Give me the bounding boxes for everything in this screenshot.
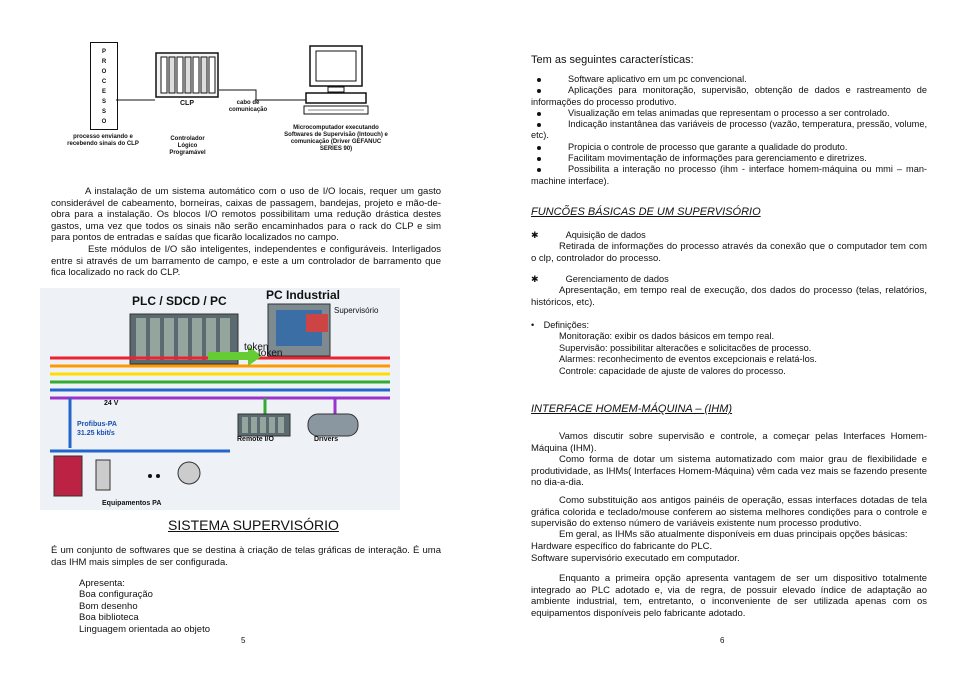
processo-letter: P (101, 49, 106, 55)
definicao-item: Monitoração: exibir os dados básicos em tempo real. (559, 331, 774, 342)
processo-letter: E (101, 89, 106, 95)
apresenta-item: Linguagem orientada ao objeto (79, 623, 210, 635)
plc-title: PLC / SDCD / PC (132, 294, 227, 308)
feature-item (531, 142, 927, 153)
processo-letter: O (101, 69, 107, 75)
processo-letter: R (101, 59, 107, 65)
processo-box (90, 42, 118, 130)
network-diagram (40, 288, 400, 510)
feature-item (531, 153, 927, 164)
feature-text: Aplicações para monitoração, supervisão, obtenção de dados e rastreamento de informações do processo produtivo. (531, 85, 927, 107)
v24-label: 24 V (104, 400, 119, 407)
page-number-left: 5 (241, 636, 246, 645)
asterisk-icon: ✱ (531, 230, 539, 240)
processo-letter: S (101, 109, 106, 115)
feature-text: Software aplicativo em um pc convencional. (568, 74, 747, 84)
communication-cable (116, 70, 316, 120)
apresenta-heading: Apresenta: (79, 578, 125, 589)
feature-text: Possibilita a interação no processo (ihm - interface homem-máquina ou mmi – man-machine interface). (531, 164, 927, 186)
computer-caption: Microcomputador executando Softwares de Supervisão (Intouch) e comunicação (Driver GEFANUC SERIES 90) (284, 125, 388, 152)
drivers-label: Drivers (314, 436, 339, 443)
right-page (480, 0, 960, 679)
supervisorio-label: Supervisório (334, 306, 379, 315)
ihm-title: INTERFACE HOMEM-MÁQUINA – (IHM) (531, 403, 733, 415)
gerenciamento-block (531, 274, 927, 308)
processo-caption: processo enviando e recebendo sinais do CLP (67, 134, 139, 147)
aquisicao-title: Aquisição de dados (565, 230, 646, 240)
definicoes-list (531, 331, 927, 377)
bullet-icon (537, 146, 541, 150)
processo-letter: O (101, 119, 107, 125)
definicao-item: Alarmes: reconhecimento de eventos excepcionais e relatá-los. (559, 354, 817, 365)
bullet-icon (537, 112, 541, 116)
section-title-sistema-supervisorio: SISTEMA SUPERVISÓRIO (168, 517, 339, 533)
aquisicao-text: Retirada de informações do processo através da conexão que o computador tem com o clp, controlador do processo. (531, 241, 927, 264)
processo-letter: C (101, 79, 107, 85)
remote-io-label: Remote I/O (237, 436, 274, 443)
feature-item (531, 74, 927, 85)
definicoes-title: Definições: (543, 320, 590, 330)
bullet-icon (537, 168, 541, 172)
ihm-paragraph-4c: Software supervisório executado em computador. (531, 553, 740, 564)
feature-text: Facilitam movimentação de informações para gerenciamento e diretrizes. (568, 153, 867, 164)
feature-item (531, 164, 927, 187)
cabo-caption: cabo de comunicação (228, 100, 268, 113)
processo-letter: S (101, 99, 106, 105)
definicao-item: Supervisão: possibilitar alteracões e solicitacões de processo. (559, 342, 812, 353)
token-label-1: token (244, 342, 269, 353)
funcoes-title: FUNCÕES BÁSICAS DE UM SUPERVISÓRIO (531, 206, 761, 218)
bullet-icon (537, 78, 541, 82)
feature-item (531, 119, 927, 142)
gerenciamento-text: Apresentação, em tempo real de execução, dos dados do processo (telas, relatórios, históricos, etc). (531, 285, 927, 308)
apresenta-item: Bom desenho (79, 600, 138, 612)
bullet-icon (537, 123, 541, 127)
token-label-2: token (258, 348, 283, 359)
bullet-icon (537, 89, 541, 93)
computer-image (300, 44, 372, 116)
ihm-paragraph-2: Como forma de dotar um sistema automatizado com maior grau de flexibilidade e produtividade, as IHMs( Interfaces Homem-Máquina) vêm cada vez mais se fazendo presente no dia-a-dia. (531, 454, 928, 489)
pc-title: PC Industrial (266, 288, 341, 302)
definicoes-block (531, 320, 927, 377)
modules-paragraph: Este módulos de I/O são inteligentes, independentes e configuráveis. Interligados entre si através de um barramento de campo, e este a um controlador de barramento que fica localizado no rack do CLP. (51, 244, 441, 279)
feature-text: Indicação instantânea das variáveis de processo (vazão, temperatura, pressão, volume, etc). (531, 119, 927, 141)
feature-item (531, 85, 927, 108)
gerenciamento-title: Gerenciamento de dados (565, 274, 669, 284)
apresenta-list (79, 578, 210, 635)
profibus-label: Profibus-PA (77, 421, 117, 428)
ihm-paragraph-4b: Hardware específico do fabricante do PLC. (531, 541, 713, 552)
kbits-label: 31.25 kbit/s (77, 430, 115, 437)
ihm-paragraph-1: Vamos discutir sobre supervisão e controle, a começar pelas Interfaces Homem-Máquina (IHM). (531, 431, 927, 454)
definicao-item: Controle: capacidade de ajuste de valores do processo. (559, 365, 786, 376)
apresenta-item: Boa configuração (79, 589, 153, 601)
sistema-supervisorio-paragraph: É um conjunto de softwares que se destina à criação de telas gráficas de interação. É uma das IHM mais simples de ser configurada. (51, 545, 441, 568)
bullet-icon (537, 157, 541, 161)
equipamentos-label: Equipamentos PA (102, 500, 162, 507)
clp-caption: Controlador Lógico Programável (169, 136, 206, 156)
processo-letters (91, 43, 117, 127)
ihm-paragraph-5: Enquanto a primeira opção apresenta vantagem de ser um dispositivo totalmente integrado ao PLC adotado e, via de regra, de possuir elevado índice de adaptação ao ambiente industrial, tem, entretanto, o inconveniente de ser utilizada apenas com os equipamentos disponíveis pelo fabricante adotado. (531, 573, 927, 619)
asterisk-icon: ✱ (531, 274, 539, 284)
bullet-icon: • (531, 320, 535, 330)
feature-text: Visualização em telas animadas que representam o processo a ser controlado. (568, 107, 890, 118)
aquisicao-block (531, 230, 927, 264)
feature-item (531, 108, 927, 119)
apresenta-item: Boa biblioteca (79, 612, 139, 624)
network-lines (40, 288, 400, 510)
features-list (531, 74, 927, 187)
ihm-paragraph-3: Como substituição aos antigos painéis de operação, essas interfaces dotadas de tela gráfica colorida e teclado/mouse conferem ao sistema melhores condições para o controle e supervisão do extenso número de variáveis existente num processo produtivo. (531, 495, 927, 530)
ihm-paragraph-4: Em geral, as IHMs são atualmente disponíveis em duas principais opções básicas: (559, 529, 908, 540)
characteristics-heading: Tem as seguintes características: (531, 54, 694, 66)
intro-paragraph: A instalação de um sistema automático com o uso de I/O locais, requer um gasto considerável de cabeamento, borneiras, caixas de passagem, bandejas, projeto e mão-de-obra para a instalação. Os blocos I/O remotos possibilitam uma redução drástica destes gastos, uma vez que todos os sinais não serão encaminhados para o rack do CLP e sim para pontos de entradas e saídas que ficarão localizados no campo. (51, 186, 441, 244)
feature-text: Propicia o controle de processo que garante a qualidade do produto. (568, 141, 848, 152)
page-number-right: 6 (720, 636, 725, 645)
clp-label: CLP (180, 100, 194, 107)
